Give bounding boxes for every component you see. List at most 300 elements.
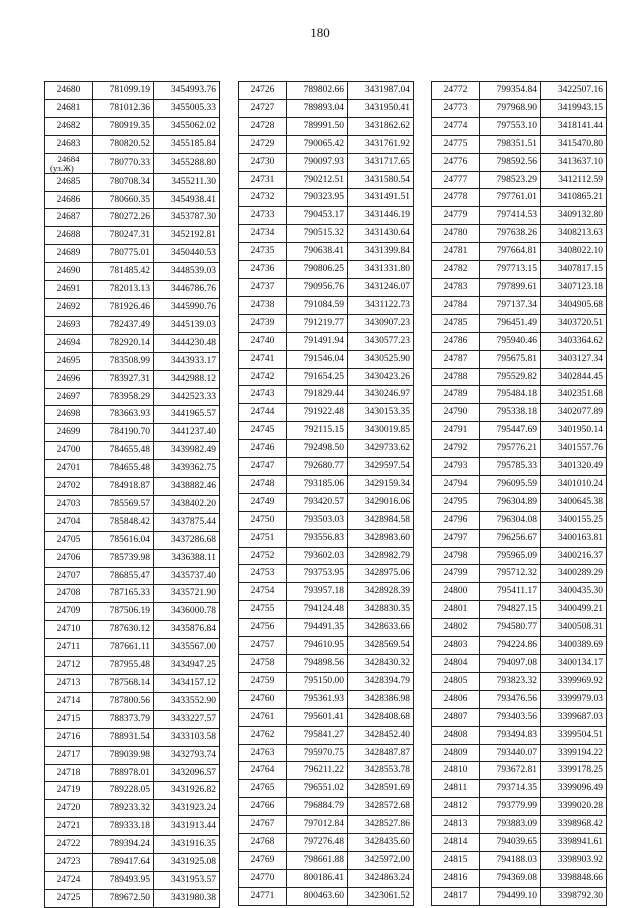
y-coordinate: 3441965.57 (154, 406, 220, 424)
x-coordinate: 797137.34 (480, 296, 541, 314)
y-coordinate: 3434157.12 (154, 675, 220, 693)
table-row (239, 851, 414, 869)
point-id: 24760 (239, 690, 287, 708)
y-coordinate: 3401557.76 (541, 440, 607, 458)
y-coordinate: 3415470.80 (541, 135, 607, 153)
point-id: 24714 (45, 692, 93, 710)
x-coordinate: 784190.70 (93, 424, 154, 442)
y-coordinate: 3399096.49 (541, 780, 607, 798)
y-coordinate: 3410865.21 (541, 189, 607, 207)
y-coordinate: 3428487.87 (348, 744, 414, 762)
point-id: 24723 (45, 854, 93, 872)
x-coordinate: 782013.13 (93, 281, 154, 299)
point-id: 24798 (432, 547, 480, 565)
table-row (239, 708, 414, 726)
x-coordinate: 793476.56 (480, 690, 541, 708)
point-id: 24774 (432, 117, 480, 135)
table-row (239, 583, 414, 601)
y-coordinate: 3431950.41 (348, 99, 414, 117)
table-row (432, 189, 607, 207)
table-row (432, 422, 607, 440)
x-coordinate: 785739.98 (93, 549, 154, 567)
x-coordinate: 787506.19 (93, 603, 154, 621)
y-coordinate: 3431717.65 (348, 153, 414, 171)
x-coordinate: 794898.56 (287, 655, 348, 673)
x-coordinate: 793420.57 (287, 493, 348, 511)
table-row (239, 422, 414, 440)
y-coordinate: 3398968.42 (541, 816, 607, 834)
x-coordinate: 797968.90 (480, 99, 541, 117)
point-id: 24717 (45, 746, 93, 764)
x-coordinate: 780247.31 (93, 227, 154, 245)
y-coordinate: 3454993.76 (154, 82, 220, 100)
point-id: 24765 (239, 780, 287, 798)
x-coordinate: 794827.15 (480, 601, 541, 619)
y-coordinate: 3400163.81 (541, 529, 607, 547)
table-row (239, 529, 414, 547)
table-row (239, 744, 414, 762)
point-id: 24783 (432, 278, 480, 296)
table-row (45, 298, 220, 316)
point-id: 24712 (45, 657, 93, 675)
table-row (239, 243, 414, 261)
y-coordinate: 3442523.33 (154, 388, 220, 406)
table-row (432, 458, 607, 476)
table-row (432, 869, 607, 887)
x-coordinate: 793403.56 (480, 708, 541, 726)
table-row (239, 296, 414, 314)
y-coordinate: 3428928.39 (348, 583, 414, 601)
x-coordinate: 791829.44 (287, 386, 348, 404)
y-coordinate: 3432793.74 (154, 746, 220, 764)
y-coordinate: 3401950.14 (541, 422, 607, 440)
y-coordinate: 3428983.60 (348, 529, 414, 547)
x-coordinate: 789991.50 (287, 117, 348, 135)
x-coordinate: 787165.33 (93, 585, 154, 603)
table-row (432, 261, 607, 279)
table-row (45, 513, 220, 531)
point-id: 24715 (45, 710, 93, 728)
point-id: 24711 (45, 639, 93, 657)
table-row (432, 153, 607, 171)
y-coordinate: 3430577.23 (348, 332, 414, 350)
y-coordinate: 3422507.16 (541, 82, 607, 100)
y-coordinate: 3428975.06 (348, 565, 414, 583)
table-row (239, 440, 414, 458)
point-id: 24682 (45, 117, 93, 135)
y-coordinate: 3428633.66 (348, 619, 414, 637)
point-id: 24701 (45, 460, 93, 478)
point-id: 24773 (432, 99, 480, 117)
table-row (45, 764, 220, 782)
table-row (432, 583, 607, 601)
y-coordinate: 3399020.28 (541, 798, 607, 816)
y-coordinate: 3407817.15 (541, 261, 607, 279)
y-coordinate: 3403364.62 (541, 332, 607, 350)
y-coordinate: 3434947.25 (154, 657, 220, 675)
y-coordinate: 3400389.69 (541, 637, 607, 655)
y-coordinate: 3428830.35 (348, 601, 414, 619)
y-coordinate: 3428435.60 (348, 834, 414, 852)
x-coordinate: 794188.03 (480, 851, 541, 869)
table-row (432, 708, 607, 726)
table-row (45, 657, 220, 675)
point-id: 24740 (239, 332, 287, 350)
x-coordinate: 796211.22 (287, 762, 348, 780)
point-id: 24719 (45, 782, 93, 800)
point-id: 24804 (432, 655, 480, 673)
y-coordinate: 3428984.58 (348, 511, 414, 529)
x-coordinate: 790515.32 (287, 225, 348, 243)
y-coordinate: 3429733.62 (348, 440, 414, 458)
point-id: 24801 (432, 601, 480, 619)
x-coordinate: 797638.26 (480, 225, 541, 243)
table-row (45, 334, 220, 352)
y-coordinate: 3431916.35 (154, 836, 220, 854)
point-id: 24771 (239, 887, 287, 905)
point-id: 24681 (45, 99, 93, 117)
x-coordinate: 793714.35 (480, 780, 541, 798)
table-row (432, 726, 607, 744)
y-coordinate: 3431446.19 (348, 207, 414, 225)
x-coordinate: 798351.51 (480, 135, 541, 153)
y-coordinate: 3423061.52 (348, 887, 414, 905)
table-row (432, 117, 607, 135)
table-row (45, 82, 220, 100)
y-coordinate: 3431246.07 (348, 278, 414, 296)
x-coordinate: 800463.60 (287, 887, 348, 905)
x-coordinate: 782437.49 (93, 316, 154, 334)
table-row (239, 565, 414, 583)
y-coordinate: 3402351.68 (541, 386, 607, 404)
x-coordinate: 788978.01 (93, 764, 154, 782)
x-coordinate: 790956.76 (287, 278, 348, 296)
y-coordinate: 3430246.97 (348, 386, 414, 404)
point-id: 24768 (239, 834, 287, 852)
point-id: 24793 (432, 458, 480, 476)
x-coordinate: 787955.48 (93, 657, 154, 675)
y-coordinate: 3399178.25 (541, 762, 607, 780)
table-row (45, 227, 220, 245)
point-id: 24757 (239, 637, 287, 655)
point-id: 24716 (45, 728, 93, 746)
x-coordinate: 784655.48 (93, 442, 154, 460)
table-row (45, 728, 220, 746)
table-row (239, 547, 414, 565)
point-id: 24805 (432, 672, 480, 690)
table-row (239, 655, 414, 673)
table-row (239, 834, 414, 852)
table-row (432, 655, 607, 673)
point-id: 24781 (432, 243, 480, 261)
x-coordinate: 780272.26 (93, 209, 154, 227)
point-annotation: (уз.Ж) (50, 162, 74, 173)
table-row (239, 404, 414, 422)
y-coordinate: 3441237.40 (154, 424, 220, 442)
x-coordinate: 794369.08 (480, 869, 541, 887)
point-id: 24735 (239, 243, 287, 261)
x-coordinate: 796551.02 (287, 780, 348, 798)
table-row (45, 836, 220, 854)
y-coordinate: 3428591.69 (348, 780, 414, 798)
table-row (432, 332, 607, 350)
point-id: 24817 (432, 887, 480, 905)
table-row (432, 82, 607, 100)
x-coordinate: 795150.00 (287, 672, 348, 690)
y-coordinate: 3428408.68 (348, 708, 414, 726)
y-coordinate: 3429159.34 (348, 475, 414, 493)
table-row (239, 314, 414, 332)
x-coordinate: 781485.42 (93, 263, 154, 281)
table-row (432, 171, 607, 189)
point-id: 24810 (432, 762, 480, 780)
point-id: 24745 (239, 422, 287, 440)
x-coordinate: 790212.51 (287, 171, 348, 189)
y-coordinate: 3398903.92 (541, 851, 607, 869)
point-id: 24802 (432, 619, 480, 637)
point-id: 24776 (432, 153, 480, 171)
x-coordinate: 795601.41 (287, 708, 348, 726)
x-coordinate: 798592.56 (480, 153, 541, 171)
point-id: 24737 (239, 278, 287, 296)
x-coordinate: 789233.32 (93, 800, 154, 818)
point-id: 24692 (45, 298, 93, 316)
table-row (239, 153, 414, 171)
point-id: 24756 (239, 619, 287, 637)
table-row (432, 475, 607, 493)
table-row (239, 368, 414, 386)
table-row (45, 818, 220, 836)
y-coordinate: 3400645.38 (541, 493, 607, 511)
point-id: 24680 (45, 82, 93, 100)
table-row (45, 871, 220, 889)
table-row (45, 191, 220, 209)
point-id: 24699 (45, 424, 93, 442)
y-coordinate: 3431862.62 (348, 117, 414, 135)
x-coordinate: 784655.48 (93, 460, 154, 478)
x-coordinate: 789394.24 (93, 836, 154, 854)
table-row (45, 495, 220, 513)
y-coordinate: 3430423.26 (348, 368, 414, 386)
y-coordinate: 3454938.41 (154, 191, 220, 209)
table-row (45, 549, 220, 567)
x-coordinate: 794491.35 (287, 619, 348, 637)
x-coordinate: 791084.59 (287, 296, 348, 314)
point-id: 24742 (239, 368, 287, 386)
table-row (45, 316, 220, 334)
table-row (432, 851, 607, 869)
point-id: 24706 (45, 549, 93, 567)
point-id: 24811 (432, 780, 480, 798)
table-row (432, 493, 607, 511)
table-row (239, 386, 414, 404)
y-coordinate: 3413637.10 (541, 153, 607, 171)
table-row (432, 225, 607, 243)
table-row (239, 171, 414, 189)
y-coordinate: 3398941.61 (541, 834, 607, 852)
y-coordinate: 3402844.45 (541, 368, 607, 386)
point-id: 24696 (45, 370, 93, 388)
point-id: 24815 (432, 851, 480, 869)
x-coordinate: 800186.41 (287, 869, 348, 887)
y-coordinate: 3398848.66 (541, 869, 607, 887)
x-coordinate: 795712.32 (480, 565, 541, 583)
x-coordinate: 796451.49 (480, 314, 541, 332)
point-id: 24788 (432, 368, 480, 386)
y-coordinate: 3435737.40 (154, 567, 220, 585)
point-id: 24734 (239, 225, 287, 243)
x-coordinate: 795785.33 (480, 458, 541, 476)
y-coordinate: 3401320.49 (541, 458, 607, 476)
y-coordinate: 3400155.25 (541, 511, 607, 529)
table-row (45, 406, 220, 424)
point-id: 24750 (239, 511, 287, 529)
point-id: 24688 (45, 227, 93, 245)
y-coordinate: 3409132.80 (541, 207, 607, 225)
point-id: 24748 (239, 475, 287, 493)
y-coordinate: 3431430.64 (348, 225, 414, 243)
point-id: 24683 (45, 135, 93, 153)
point-id: 24789 (432, 386, 480, 404)
y-coordinate: 3431926.82 (154, 782, 220, 800)
x-coordinate: 795529.82 (480, 368, 541, 386)
y-coordinate: 3445990.76 (154, 298, 220, 316)
point-id: 24726 (239, 82, 287, 100)
x-coordinate: 789893.04 (287, 99, 348, 117)
point-id: 24782 (432, 261, 480, 279)
x-coordinate: 788373.79 (93, 710, 154, 728)
x-coordinate: 795338.18 (480, 404, 541, 422)
y-coordinate: 3435567.00 (154, 639, 220, 657)
y-coordinate: 3429016.06 (348, 493, 414, 511)
table-row (45, 263, 220, 281)
x-coordinate: 795447.69 (480, 422, 541, 440)
y-coordinate: 3408022.10 (541, 243, 607, 261)
x-coordinate: 794039.65 (480, 834, 541, 852)
table-row (239, 762, 414, 780)
table-row (45, 173, 220, 191)
table-row (45, 692, 220, 710)
table-row (432, 744, 607, 762)
point-id: 24775 (432, 135, 480, 153)
y-coordinate: 3428572.68 (348, 798, 414, 816)
x-coordinate: 783958.29 (93, 388, 154, 406)
point-id: 24787 (432, 350, 480, 368)
point-id: 24755 (239, 601, 287, 619)
y-coordinate: 3400508.31 (541, 619, 607, 637)
point-id: 24792 (432, 440, 480, 458)
point-id: 24738 (239, 296, 287, 314)
y-coordinate: 3444230.48 (154, 334, 220, 352)
x-coordinate: 789228.05 (93, 782, 154, 800)
table-row (239, 82, 414, 100)
table-row (432, 207, 607, 225)
x-coordinate: 780660.35 (93, 191, 154, 209)
x-coordinate: 783663.93 (93, 406, 154, 424)
point-id: 24763 (239, 744, 287, 762)
point-id: 24796 (432, 511, 480, 529)
table-row (45, 117, 220, 135)
table-row (239, 475, 414, 493)
point-id: 24777 (432, 171, 480, 189)
y-coordinate: 3400289.29 (541, 565, 607, 583)
x-coordinate: 795675.81 (480, 350, 541, 368)
x-coordinate: 797761.01 (480, 189, 541, 207)
x-coordinate: 783927.31 (93, 370, 154, 388)
point-id: 24749 (239, 493, 287, 511)
x-coordinate: 794499.10 (480, 887, 541, 905)
y-coordinate: 3399969.92 (541, 672, 607, 690)
x-coordinate: 795970.75 (287, 744, 348, 762)
x-coordinate: 780708.34 (93, 173, 154, 191)
y-coordinate: 3430019.85 (348, 422, 414, 440)
point-id: 24720 (45, 800, 93, 818)
x-coordinate: 780820.52 (93, 135, 154, 153)
table-row (45, 99, 220, 117)
x-coordinate: 787630.12 (93, 621, 154, 639)
table-row (239, 350, 414, 368)
x-coordinate: 789493.95 (93, 871, 154, 889)
point-id: 24785 (432, 314, 480, 332)
x-coordinate: 795411.17 (480, 583, 541, 601)
y-coordinate: 3453787.30 (154, 209, 220, 227)
y-coordinate: 3438882.46 (154, 478, 220, 496)
point-id: 24694 (45, 334, 93, 352)
y-coordinate: 3435721.90 (154, 585, 220, 603)
table-row (239, 458, 414, 476)
point-id: 24722 (45, 836, 93, 854)
x-coordinate: 793556.83 (287, 529, 348, 547)
x-coordinate: 797713.15 (480, 261, 541, 279)
point-id: 24743 (239, 386, 287, 404)
x-coordinate: 790323.95 (287, 189, 348, 207)
x-coordinate: 790065.42 (287, 135, 348, 153)
y-coordinate: 3431923.24 (154, 800, 220, 818)
table-row (432, 816, 607, 834)
x-coordinate: 780770.33 (93, 153, 154, 173)
x-coordinate: 793494.83 (480, 726, 541, 744)
x-coordinate: 781926.46 (93, 298, 154, 316)
y-coordinate: 3428452.40 (348, 726, 414, 744)
table-row (239, 869, 414, 887)
y-coordinate: 3399194.22 (541, 744, 607, 762)
point-id: 24806 (432, 690, 480, 708)
table-row (432, 672, 607, 690)
table-row (432, 619, 607, 637)
y-coordinate: 3403127.34 (541, 350, 607, 368)
page-number: 180 (310, 25, 330, 40)
table-row (45, 854, 220, 872)
point-id: 24754 (239, 583, 287, 601)
point-id: 24729 (239, 135, 287, 153)
x-coordinate: 793753.95 (287, 565, 348, 583)
y-coordinate: 3399504.51 (541, 726, 607, 744)
x-coordinate: 794610.95 (287, 637, 348, 655)
y-coordinate: 3400216.37 (541, 547, 607, 565)
table-row (432, 762, 607, 780)
y-coordinate: 3448539.03 (154, 263, 220, 281)
table-row (432, 637, 607, 655)
point-id: 24725 (45, 889, 93, 907)
x-coordinate: 792498.50 (287, 440, 348, 458)
y-coordinate: 3429597.54 (348, 458, 414, 476)
table-row (239, 798, 414, 816)
y-coordinate: 3431925.08 (154, 854, 220, 872)
y-coordinate: 3403720.51 (541, 314, 607, 332)
table-row (45, 531, 220, 549)
x-coordinate: 792680.77 (287, 458, 348, 476)
table-row (432, 386, 607, 404)
